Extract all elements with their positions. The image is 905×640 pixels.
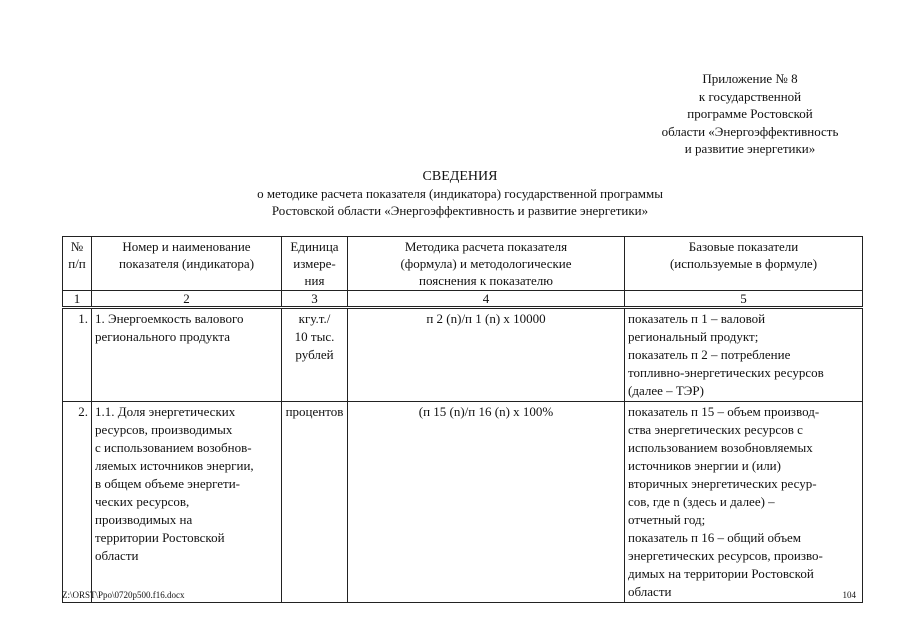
appendix-line: к государственной xyxy=(698,88,802,104)
appendix-block xyxy=(640,70,860,158)
document-title: СВЕДЕНИЯ xyxy=(422,169,498,184)
appendix-line: программе Ростовской xyxy=(687,106,813,121)
column-number: 2 xyxy=(92,291,282,308)
row-number: 1. xyxy=(63,308,92,402)
document-heading xyxy=(150,168,770,219)
row-number: 2. xyxy=(63,402,92,603)
page-number: 104 xyxy=(842,590,856,600)
indicator-method: п 2 (n)/п 1 (n) х 10000 xyxy=(348,308,625,402)
document-subtitle: Ростовской области «Энергоэффективность и развитие энергетики» xyxy=(271,203,649,218)
table-header-row xyxy=(63,237,863,291)
indicator-unit: кгу.т./ 10 тыс. рублей xyxy=(282,308,348,402)
appendix-line: Приложение № 8 xyxy=(702,71,798,86)
header-number: № п/п xyxy=(63,237,92,291)
column-number-row xyxy=(63,291,863,308)
column-number: 4 xyxy=(348,291,625,308)
page-footer xyxy=(62,590,862,600)
indicator-unit: процентов xyxy=(282,402,348,603)
indicator-name: 1.1. Доля энергетических ресурсов, производимых с использованием возобнов- ляемых источников энергии, в общем объеме энергети- ческих ресурсов, производимых на территории Ростовской области xyxy=(92,402,282,603)
column-number: 3 xyxy=(282,291,348,308)
table-row xyxy=(63,308,863,402)
indicator-name: 1. Энергоемкость валового регионального продукта xyxy=(92,308,282,402)
column-number: 1 xyxy=(63,291,92,308)
document-subtitle: о методике расчета показателя (индикатора) государственной программы xyxy=(257,186,663,201)
file-path: Z:\ORST\Ppo\0720p500.f16.docx xyxy=(62,590,185,600)
header-name: Номер и наименование показателя (индикатора) xyxy=(92,237,282,291)
header-method: Методика расчета показателя (формула) и методологические пояснения к показателю xyxy=(348,237,625,291)
column-number: 5 xyxy=(625,291,863,308)
header-unit: Единица измере- ния xyxy=(282,237,348,291)
header-base: Базовые показатели (используемые в формуле) xyxy=(625,237,863,291)
indicator-table xyxy=(62,236,863,603)
table-row xyxy=(63,402,863,603)
appendix-line: области «Энергоэффективность xyxy=(661,123,839,139)
appendix-line: и развитие энергетики» xyxy=(684,141,816,156)
indicator-base: показатель п 1 – валовой региональный продукт; показатель п 2 – потребление топливно-энергетических ресурсов (далее – ТЭР) xyxy=(625,308,863,402)
indicator-method: (п 15 (n)/п 16 (n) х 100% xyxy=(348,402,625,603)
indicator-base: показатель п 15 – объем производ- ства энергетических ресурсов с использованием возобновляемых источников энергии и (или) вторичных энергетических ресур- сов, где n (здесь и далее) – отчетный год; показатель п 16 – общий объем энергетических ресурсов, произво- димых на территории Ростовской области xyxy=(625,402,863,603)
